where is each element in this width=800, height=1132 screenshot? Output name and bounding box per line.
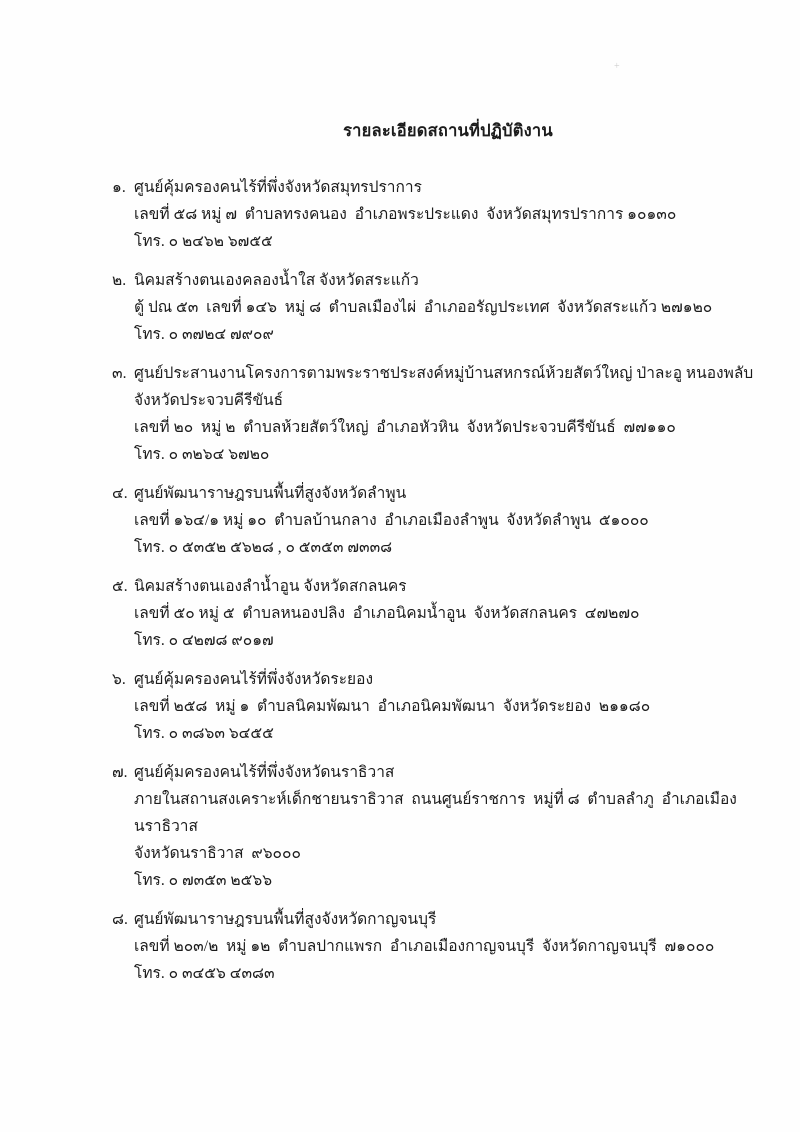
location-phone: โทร. ๐ ๓๗๒๔ ๗๙๐๙	[134, 326, 274, 343]
location-name: ศูนย์พัฒนาราษฎรบนพื้นที่สูงจังหวัดกาญจนบุรี	[134, 911, 437, 928]
location-phone: โทร. ๐ ๓๒๖๔ ๖๗๒๐	[134, 446, 270, 463]
location-item-1	[112, 174, 770, 255]
location-phone: โทร. ๐ ๓๔๕๖ ๔๓๘๓	[134, 965, 275, 982]
location-address: เลขที่ ๕๘ หมู่ ๗ ตำบลทรงคนอง อำเภอพระประแดง จังหวัดสมุทรปราการ ๑๐๑๓๐	[134, 206, 677, 223]
location-item-5	[112, 573, 770, 654]
location-address: เลขที่ ๒๐ หมู่ ๒ ตำบลห้วยสัตว์ใหญ่ อำเภอหัวหิน จังหวัดประจวบคีรีขันธ์ ๗๗๑๑๐	[134, 419, 676, 436]
location-address: ตู้ ปณ ๕๓ เลขที่ ๑๔๖ หมู่ ๘ ตำบลเมืองไผ่ อำเภออรัญประเทศ จังหวัดสระแก้ว ๒๗๑๒๐	[134, 299, 713, 316]
location-name: ศูนย์พัฒนาราษฎรบนพื้นที่สูงจังหวัดลำพูน	[134, 485, 407, 502]
location-item-7	[112, 759, 770, 894]
location-name: นิคมสร้างตนเองลำน้ำอูน จังหวัดสกลนคร	[134, 578, 407, 595]
location-heading	[112, 906, 770, 933]
location-address-line-2: จังหวัดนราธิวาส ๙๖๐๐๐	[134, 845, 301, 862]
location-item-6	[112, 666, 770, 747]
location-address: ภายในสถานสงเคราะห์เด็กชายนราธิวาส ถนนศูนย์ราชการ หมู่ที่ ๘ ตำบลลำภู อำเภอเมืองนราธิวาส	[134, 791, 737, 835]
location-item-3	[112, 360, 770, 468]
location-item-2	[112, 267, 770, 348]
item-number: ๖.	[112, 671, 126, 688]
location-phone: โทร. ๐ ๓๘๖๓ ๖๔๕๕	[134, 725, 274, 742]
scan-speck: +	[614, 61, 620, 72]
location-phone: โทร. ๐ ๕๓๕๒ ๕๖๒๘ , ๐ ๕๓๕๓ ๗๓๓๘	[134, 539, 393, 556]
location-name: นิคมสร้างตนเองคลองน้ำใส จังหวัดสระแก้ว	[134, 272, 419, 289]
location-name: ศูนย์คุ้มครองคนไร้ที่พึ่งจังหวัดสมุทรปราการ	[134, 179, 422, 196]
location-phone: โทร. ๐ ๗๓๕๓ ๒๕๖๖	[134, 872, 273, 889]
location-address: เลขที่ ๒๐๓/๒ หมู่ ๑๒ ตำบลปากแพรก อำเภอเมืองกาญจนบุรี จังหวัดกาญจนบุรี ๗๑๐๐๐	[134, 938, 715, 955]
page-title: รายละเอียดสถานที่ปฏิบัติงาน	[343, 121, 553, 140]
location-item-8	[112, 906, 770, 987]
location-heading	[112, 267, 770, 294]
location-phone: โทร. ๐ ๒๔๖๒ ๖๗๕๕	[134, 233, 273, 250]
item-number: ๒.	[112, 272, 127, 289]
location-name: ศูนย์คุ้มครองคนไร้ที่พึ่งจังหวัดระยอง	[134, 671, 374, 688]
item-number: ๘.	[112, 911, 128, 928]
item-number: ๑.	[112, 179, 126, 196]
location-address: เลขที่ ๕๐ หมู่ ๕ ตำบลหนองปลิง อำเภอนิคมน้ำอูน จังหวัดสกลนคร ๔๗๒๗๐	[134, 605, 640, 622]
location-name: ศูนย์คุ้มครองคนไร้ที่พึ่งจังหวัดนราธิวาส	[134, 764, 395, 781]
location-heading	[112, 573, 770, 600]
location-heading	[112, 360, 770, 414]
location-address: เลขที่ ๒๕๘ หมู่ ๑ ตำบลนิคมพัฒนา อำเภอนิคมพัฒนา จังหวัดระยอง ๒๑๑๘๐	[134, 698, 651, 715]
item-number: ๗.	[112, 764, 128, 781]
location-heading	[112, 759, 770, 786]
location-item-4	[112, 480, 770, 561]
item-number: ๓.	[112, 365, 127, 382]
location-heading	[112, 174, 770, 201]
location-name: ศูนย์ประสานงานโครงการตามพระราชประสงค์หมู่บ้านสหกรณ์ห้วยสัตว์ใหญ่ ป่าละอู หนองพลับ จังหวัดประจวบคีรีขันธ์	[134, 365, 754, 409]
item-number: ๕.	[112, 578, 128, 595]
location-address: เลขที่ ๑๖๔/๑ หมู่ ๑๐ ตำบลบ้านกลาง อำเภอเมืองลำพูน จังหวัดลำพูน ๕๑๐๐๐	[134, 512, 649, 529]
item-number: ๔.	[112, 485, 128, 502]
location-phone: โทร. ๐ ๔๒๗๘ ๙๐๑๗	[134, 632, 274, 649]
location-heading	[112, 666, 770, 693]
location-heading	[112, 480, 770, 507]
